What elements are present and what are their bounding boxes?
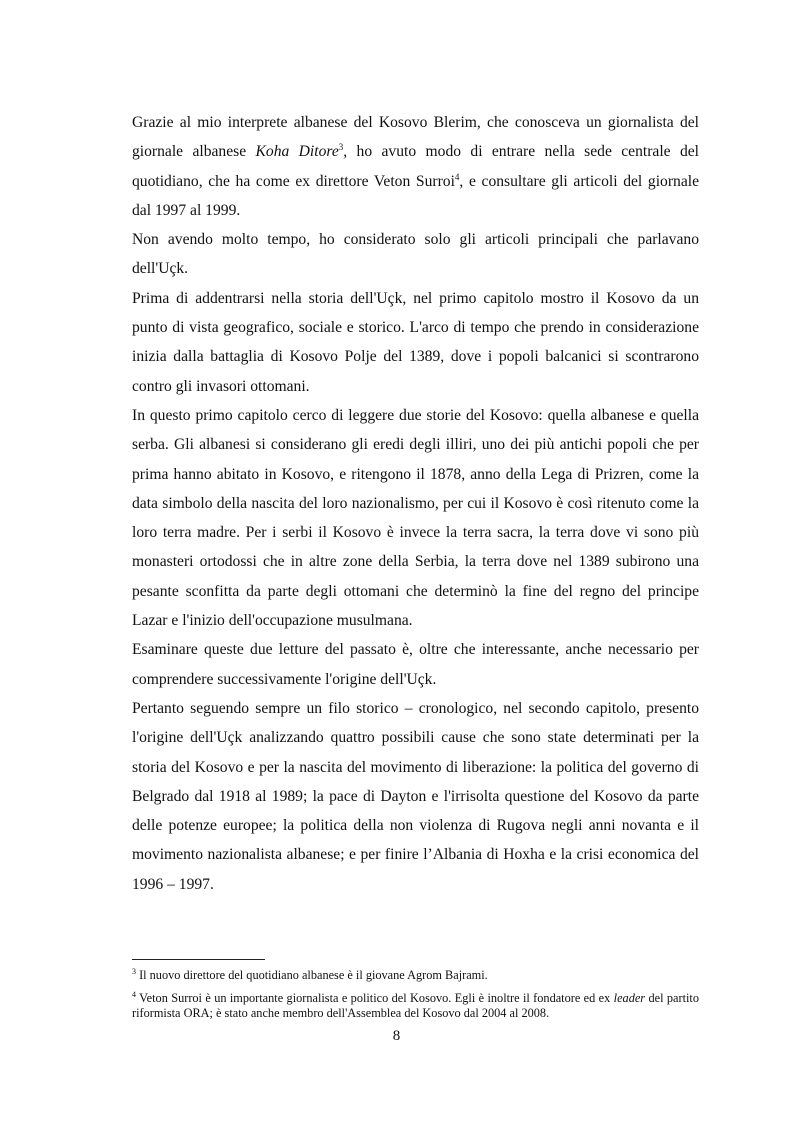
footnote-number: 4 [132,990,136,1000]
footnote-text: Veton Surroi è un importante giornalista e politico del Kosovo. Egli è inoltre il fondatore ed ex [136,991,614,1006]
footnote-3 [132,968,699,982]
body-text [132,108,699,899]
footnote-separator [132,959,265,960]
page-number: 8 [392,1028,401,1044]
text-run: , ho avuto modo di entrare nella sede centrale del quotidiano, che ha come ex direttore Veton Surroi [132,143,699,190]
paragraph-4: In questo primo capitolo cerco di leggere due storie del Kosovo: quella albanese e quella serba. Gli albanesi si considerano gli eredi degli illiri, uno dei più antichi popoli che per prima hanno abitato in Kosovo, e ritengono il 1878, anno della Lega di Prizren, come la data simbolo della nascita del loro nazionalismo, per cui il Kosovo è così ritenuto come la loro terra madre. Per i serbi il Kosovo è invece la terra sacra, la terra dove vi sono più monasteri ortodossi che in altre zone della Serbia, la terra dove nel 1389 subirono una pesante sconfitta da parte degli ottomani che determinò la fine del regno del principe Lazar e l'inizio dell'occupazione musulmana. [132,406,699,630]
footnote-italic-word: leader [613,991,646,1006]
paragraph-5: Esaminare queste due letture del passato è, oltre che interessante, anche necessario per comprendere successivamente l'origine dell'Uçk. [132,641,699,688]
footnote-text: del partito riformista ORA; è stato anche membro dell'Assemblea del Kosovo dal 2004 al 2008. [132,991,699,1020]
paragraph-2: Non avendo molto tempo, ho considerato solo gli articoli principali che parlavano dell'Uçk. [132,231,699,278]
footnote-ref-4[interactable]: 4 [454,171,460,182]
text-run: Grazie al mio interprete albanese del Kosovo Blerim, che conosceva un giornalista del giornale albanese [132,114,699,161]
paragraph-1 [132,108,699,225]
footnote-ref-3[interactable]: 3 [338,142,344,153]
footnote-text: Il nuovo direttore del quotidiano albanese è il giovane Agrom Bajrami. [136,968,488,982]
newspaper-title: Koha Ditore [255,143,339,161]
paragraph-3: Prima di addentrarsi nella storia dell'Uçk, nel primo capitolo mostro il Kosovo da un punto di vista geografico, sociale e storico. L'arco di tempo che prendo in considerazione inizia dalla battaglia di Kosovo Polje del 1389, dove i popoli balcanici si scontrarono contro gli invasori ottomani. [132,289,699,395]
text-run: , e consultare gli articoli del giornale dal 1997 al 1999. [132,172,699,219]
footnote-4 [132,991,699,1020]
paragraph-6: Pertanto seguendo sempre un filo storico – cronologico, nel secondo capitolo, presento l'origine dell'Uçk analizzando quattro possibili cause che sono state determinati per la storia del Kosovo e per la nascita del movimento di liberazione: la politica del governo di Belgrado dal 1918 al 1989; la pace di Dayton e l'irrisolta questione del Kosovo da parte delle potenze europee; la politica della non violenza di Rugova negli anni novanta e il movimento nazionalista albanese; e per finire l’Albania di Hoxha e la crisi economica del 1996 – 1997. [132,699,699,893]
footnote-number: 3 [132,966,136,976]
footnotes [132,968,699,1029]
